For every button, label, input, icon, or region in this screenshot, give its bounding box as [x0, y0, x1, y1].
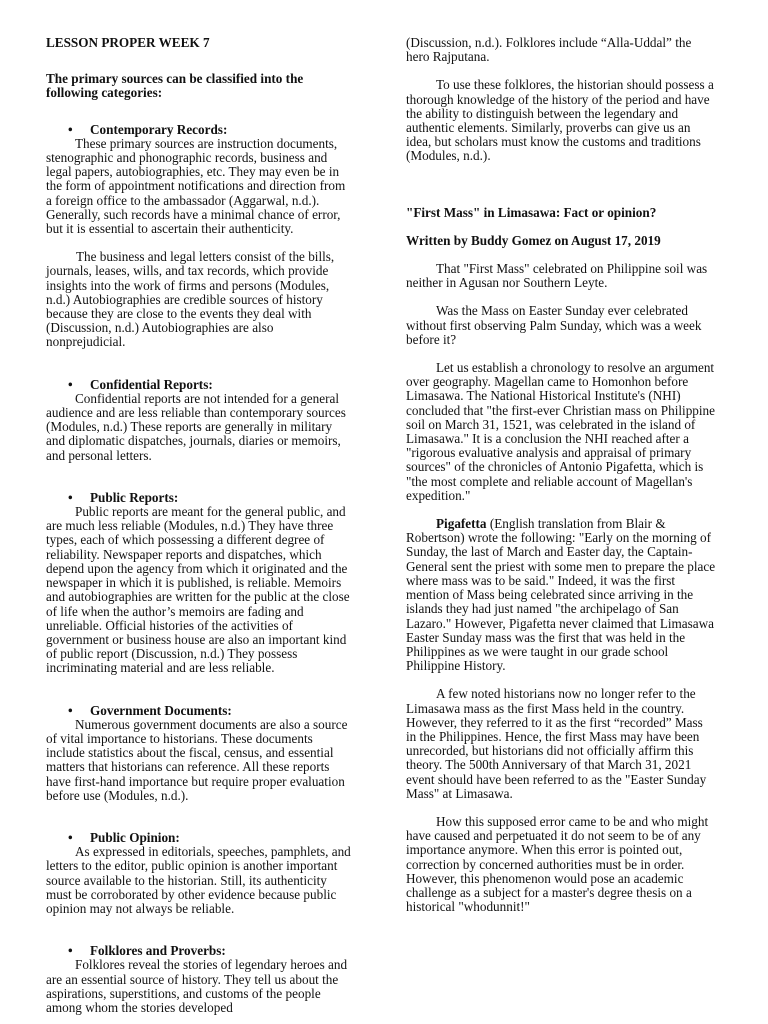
section-title: Public Opinion: [90, 829, 180, 845]
article-paragraph: A few noted historians now no longer refer to the Limasawa mass as the first Mass held in the country. However, they referred to it as the first “recorded” Mass in the Philippines. Hence, the first Mass may have been unrecorded, but historians did not officially affirm this theory. The 500th Anniversary of that March 31, 2021 event should have been referred to as the "Easter Sunday Mass" at Limasawa. [406, 686, 707, 801]
section-heading-government [46, 704, 352, 718]
section-title: Confidential Reports: [90, 376, 213, 392]
section-paragraph: Confidential reports are not intended for a general audience and are less reliable than contemporary sources (Modules, n.d.) These reports are generally in military and diplomatic dispatches, journals, diaries or memoirs, and personal letters. [46, 390, 346, 463]
section-title: Government Documents: [90, 702, 232, 718]
bullet-icon: • [68, 943, 73, 959]
section-title: Folklores and Proverbs: [90, 943, 226, 959]
section-heading-confidential [46, 378, 352, 392]
article-byline: Written by Buddy Gomez on August 17, 2019 [406, 232, 661, 248]
bullet-icon: • [68, 489, 73, 505]
section-heading-public-opinion [46, 831, 352, 845]
section-paragraph: These primary sources are instruction documents, stenographic and phonographic records, business and legal papers, autobiographies, etc. They may even be in the form of appointment notifications and direction from a foreign office to the ambassador (Aggarwal, n.d.). Generally, such records have a minimal chance of error, but it is essential to ascertain their authenticity. [46, 135, 346, 237]
article-paragraph: How this supposed error came to be and who might have caused and perpetuated it do not seem to be of any importance anymore. When this error is pointed out, correction by concerned authorities must be in order. However, this phenomenon would pose an academic challenge as a subject for a master's degree thesis on a historical "whodunnit!" [406, 813, 709, 915]
folklore-use-paragraph: To use these folklores, the historian should possess a thorough knowledge of the history of the period and have the ability to distinguish between the legendary and authentic elements. Similarly, proverbs can give us an idea, but scholars must know the customs and traditions (Modules, n.d.). [406, 77, 714, 164]
article-paragraph-pigafetta [406, 517, 716, 673]
pigafetta-rest: (English translation from Blair & Robertson) wrote the following: "Early on the morning of Sunday, the last of March and Easter day, the Captain-General sent the priest with some men to prepare the place where mass was to be said." Indeed, it was the first mention of Mass being celebrated since arriving in the islands they had just named "the archipelago of San Lazaro." However, Pigafetta never claimed that Limasawa Easter Sunday mass was the first that was held in the Philippines as we were taught in our grade school Philippine History. [406, 516, 716, 674]
intro-heading: The primary sources can be classified into the following categories: [46, 71, 304, 101]
section-heading-public-reports [46, 491, 352, 505]
pigafetta-lead: Pigafetta [436, 516, 487, 532]
section-title: Contemporary Records: [90, 121, 228, 137]
article-paragraph: Was the Mass on Easter Sunday ever celebrated without first observing Palm Sunday, which was a week before it? [406, 303, 702, 347]
section-paragraph: As expressed in editorials, speeches, pamphlets, and letters to the editor, public opinion is another important source available to the historian. Still, its authenticity must be corroborated by other evidence because public opinion may not always be reliable. [46, 844, 351, 916]
section-paragraph: Public reports are meant for the general public, and are much less reliable (Modules, n.d.) They have three types, each of which possessing a different degree of reliability. Newspaper reports and dispatches, which depend upon the agency from which it originated and the newspaper in which it is published, is reliable. Memoirs and autobiographies are written for the public at the close of life when the author’s memoirs are fading and unreliable. Official histories of the activities of government or business house are also an important kind of public report (Discussion, n.d.) They possess incriminating material and are less reliable. [46, 504, 350, 676]
section-paragraph: The business and legal letters consist of the bills, journals, leases, wills, and tax records, which provide insights into the work of firms and persons (Modules, n.d.) Autobiographies are credible sources of history because they are close to the events they deal with (Discussion, n.d.) Autobiographies are also nonprejudicial. [46, 249, 335, 350]
left-column [46, 36, 352, 1015]
section-paragraph: Numerous government documents are also a source of vital importance to historians. These documents include statistics about the fiscal, census, and essential matters that historians can reference. All these reports have first-hand importance but require proper evaluation before use (Modules, n.d.). [46, 716, 348, 803]
bullet-icon: • [68, 702, 73, 718]
article-paragraph: That "First Mass" celebrated on Philippine soil was neither in Agusan nor Southern Leyte. [406, 261, 708, 291]
lesson-title: LESSON PROPER WEEK 7 [46, 35, 210, 50]
section-title: Public Reports: [90, 489, 179, 505]
continuation-paragraph: (Discussion, n.d.). Folklores include “Alla-Uddal” the hero Rajputana. [406, 35, 692, 65]
section-heading-folklores [46, 944, 352, 958]
bullet-icon: • [68, 829, 73, 845]
article-paragraph: Let us establish a chronology to resolve an argument over geography. Magellan came to Homonhon before Limasawa. The National Historical Institute's (NHI) concluded that "the first-ever Christian mass on Philippine soil on March 31, 1521, was celebrated in the island of Limasawa." It is a conclusion the NHI reached after a "rigorous evaluative analysis and appraisal of primary sources" of the chronicles of Antonio Pigafetta, which is "the most complete and reliable account of Magellan's expedition." [406, 360, 715, 503]
bullet-icon: • [68, 376, 73, 392]
section-paragraph: Folklores reveal the stories of legendary heroes and are an essential source of history. They tell us about the aspirations, superstitions, and customs of the people among whom the stories developed [46, 957, 348, 1015]
article-title: "First Mass" in Limasawa: Fact or opinion? [406, 204, 657, 220]
section-heading-contemporary [46, 123, 352, 137]
right-column [406, 36, 716, 914]
bullet-icon: • [68, 121, 73, 137]
